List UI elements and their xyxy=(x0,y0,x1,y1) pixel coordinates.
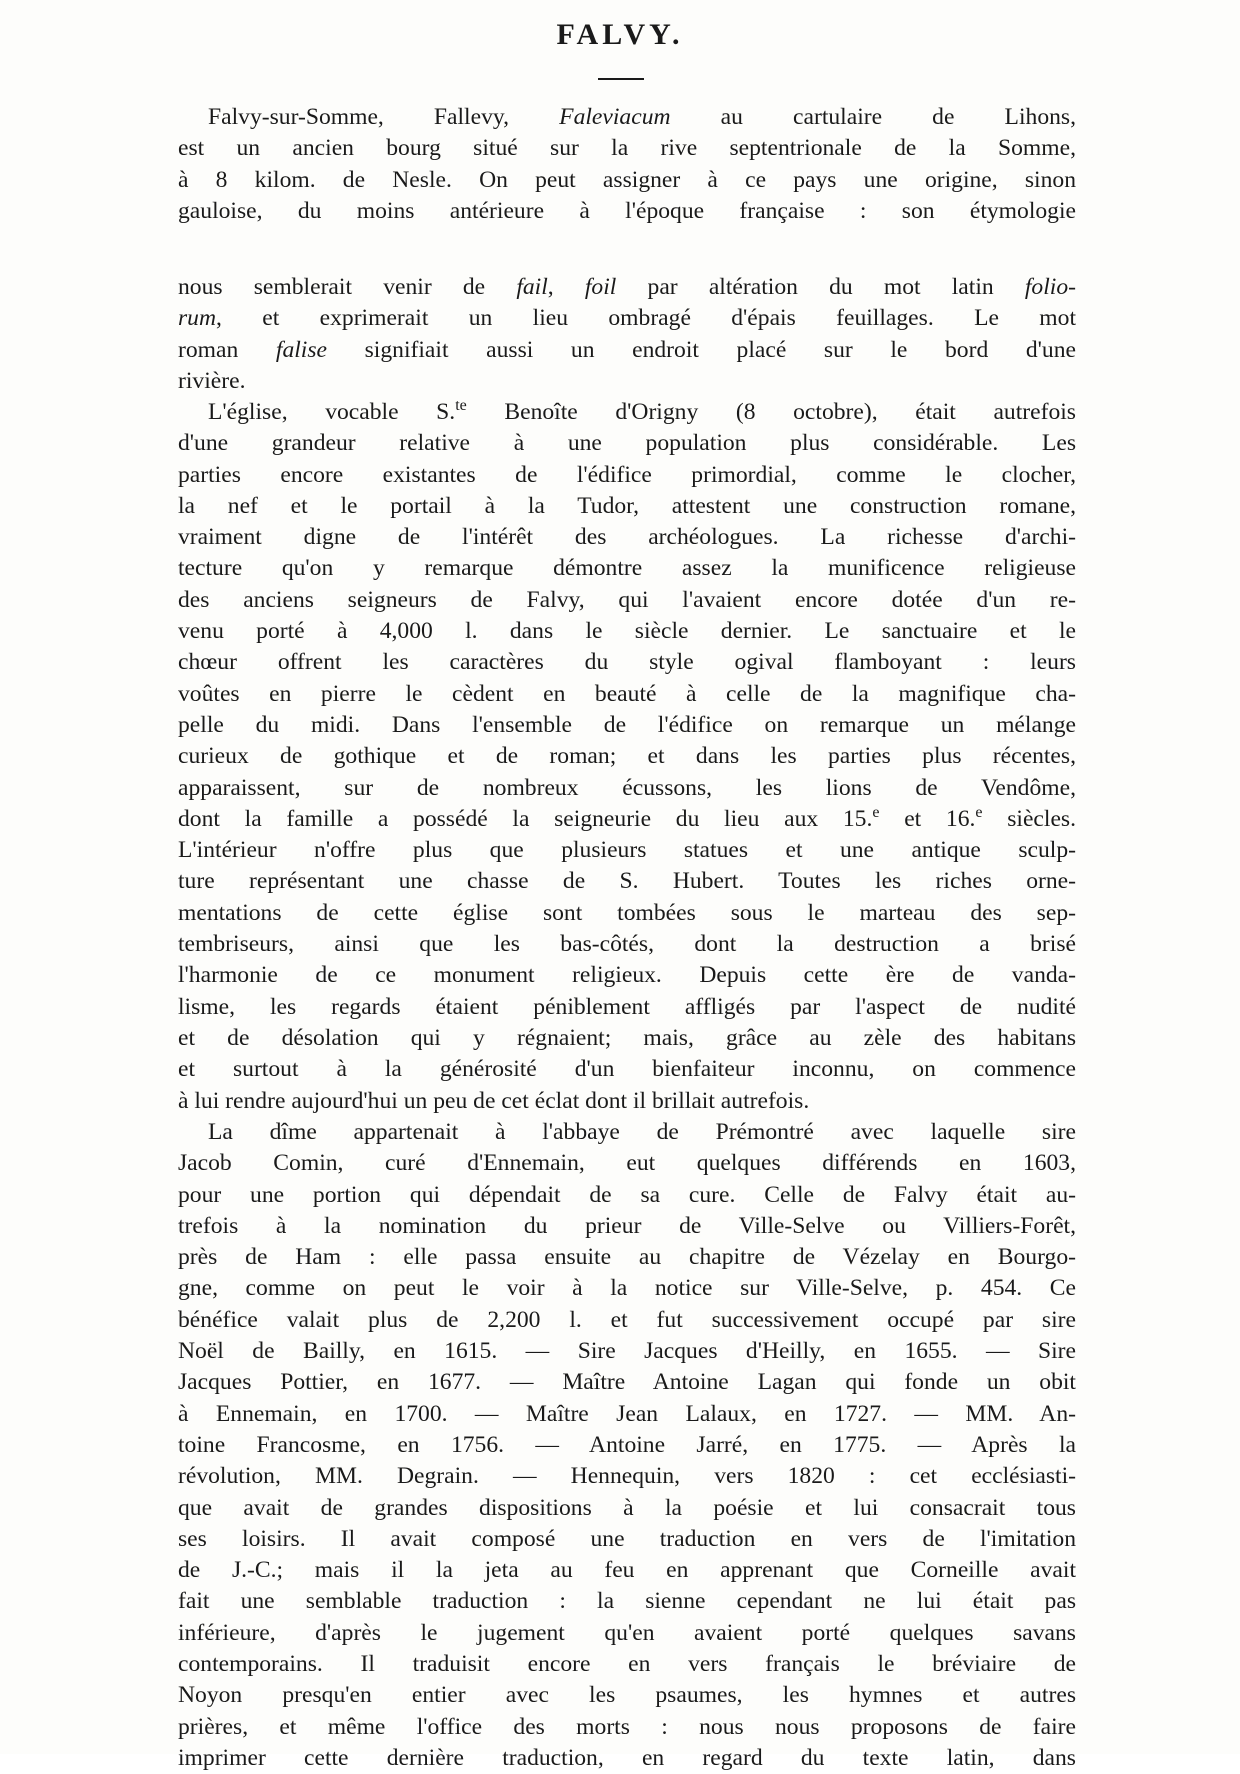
text-line: venu porté à 4,000 l. dans le siècle dernier. Le sanctuaire et le xyxy=(178,618,1076,645)
text-line: rivière. xyxy=(178,367,246,394)
text-line: Noyon presqu'en entier avec les psaumes, les hymnes et autres xyxy=(178,1682,1076,1709)
text-line: tecture qu'on y remarque démontre assez la munificence religieuse xyxy=(178,555,1076,582)
text-line: La dîme appartenait à l'abbaye de Prémontré avec laquelle sire xyxy=(208,1119,1076,1145)
text-line: trefois à la nomination du prieur de Ville-Selve ou Villiers-Forêt, xyxy=(178,1212,1076,1239)
text-line: bénéfice valait plus de 2,200 l. et fut successivement occupé par sire xyxy=(178,1306,1076,1333)
text-line: contemporains. Il traduisit encore en vers français le bréviaire de xyxy=(178,1651,1076,1678)
page-title: FALVY. xyxy=(556,18,684,51)
text-line: Jacob Comin, curé d'Ennemain, eut quelques différends en 1603, xyxy=(178,1150,1076,1177)
text-line: chœur offrent les caractères du style ogival flamboyant : leurs xyxy=(178,649,1076,676)
text-line: Jacques Pottier, en 1677. — Maître Antoine Lagan qui fonde un obit xyxy=(178,1369,1076,1396)
title-divider xyxy=(598,78,644,80)
text-line: roman falise signifiait aussi un endroit placé sur le bord d'une xyxy=(178,336,1076,363)
text-line: fait une semblable traduction : la sienne cependant ne lui était pas xyxy=(178,1588,1076,1615)
text-line: L'intérieur n'offre plus que plusieurs statues et une antique sculp- xyxy=(178,837,1076,864)
text-line: inférieure, d'après le jugement qu'en avaient porté quelques savans xyxy=(178,1619,1076,1646)
text-line: ses loisirs. Il avait composé une traduction en vers de l'imitation xyxy=(178,1525,1076,1552)
text-line: et de désolation qui y régnaient; mais, grâce au zèle des habitans xyxy=(178,1024,1076,1051)
text-line: ture représentant une chasse de S. Hubert. Toutes les riches orne- xyxy=(178,868,1076,895)
text-line: dont la famille a possédé la seigneurie du lieu aux 15.$^e$ et 16.$^e$ siècles. xyxy=(178,804,1077,832)
text-line: des anciens seigneurs de Falvy, qui l'avaient encore dotée d'un re- xyxy=(178,586,1076,613)
text-line: voûtes en pierre le cèdent en beauté à celle de la magnifique cha- xyxy=(178,680,1076,707)
text-line: Falvy-sur-Somme, Fallevy, Faleviacum au cartulaire de Lihons, xyxy=(208,104,1076,130)
text-line: à lui rendre aujourd'hui un peu de cet éclat dont il brillait autrefois. xyxy=(178,1087,810,1114)
text-line: à 8 kilom. de Nesle. On peut assigner à ce pays une origine, sinon xyxy=(178,166,1076,193)
text-line: L'église, vocable S.$^{te}$ Benoîte d'Origny (8 octobre), était autrefois xyxy=(208,397,1076,425)
text-line: pour une portion qui dépendait de sa cure. Celle de Falvy était au- xyxy=(178,1181,1076,1208)
text-line: nous semblerait venir de fail, foil par altération du mot latin folio- xyxy=(178,274,1076,300)
text-line: Noël de Bailly, en 1615. — Sire Jacques d'Heilly, en 1655. — Sire xyxy=(178,1338,1076,1365)
text-line: mentations de cette église sont tombées sous le marteau des sep- xyxy=(178,899,1076,926)
text-line: apparaissent, sur de nombreux écussons, les lions de Vendôme, xyxy=(178,774,1076,801)
text-line: la nef et le portail à la Tudor, attestent une construction romane, xyxy=(178,492,1076,519)
paragraph-intro xyxy=(178,102,1076,227)
text-line: toine Francosme, en 1756. — Antoine Jarré, en 1775. — Après la xyxy=(178,1431,1076,1458)
text-line: gauloise, du moins antérieure à l'époque française : son étymologie xyxy=(178,197,1076,224)
text-line: rum, et exprimerait un lieu ombragé d'épais feuillages. Le mot xyxy=(178,305,1076,332)
text-line: l'harmonie de ce monument religieux. Depuis cette ère de vanda- xyxy=(178,962,1076,989)
text-line: curieux de gothique et de roman; et dans les parties plus récentes, xyxy=(178,743,1076,770)
text-line: à Ennemain, en 1700. — Maître Jean Lalaux, en 1727. — MM. An- xyxy=(178,1400,1076,1427)
text-line: lisme, les regards étaient péniblement affligés par l'aspect de nudité xyxy=(178,993,1076,1020)
paragraph-tithe xyxy=(178,1117,1076,1774)
text-line: près de Ham : elle passa ensuite au chapitre de Vézelay en Bourgo- xyxy=(178,1244,1076,1271)
text-line: et surtout à la générosité d'un bienfaiteur inconnu, on commence xyxy=(178,1056,1076,1083)
text-line: révolution, MM. Degrain. — Hennequin, vers 1820 : cet ecclésiasti- xyxy=(178,1463,1076,1490)
paragraph-church xyxy=(178,397,1076,1117)
text-line: prières, et même l'office des morts : nous nous proposons de faire xyxy=(178,1713,1076,1740)
text-line: gne, comme on peut le voir à la notice sur Ville-Selve, p. 454. Ce xyxy=(178,1275,1076,1302)
text-line: tembriseurs, ainsi que les bas-côtés, dont la destruction a brisé xyxy=(178,931,1076,958)
paragraph-etymology xyxy=(178,272,1076,397)
text-line: parties encore existantes de l'édifice primordial, comme le clocher, xyxy=(178,461,1076,488)
text-line: d'une grandeur relative à une population plus considérable. Les xyxy=(178,430,1076,457)
text-line: pelle du midi. Dans l'ensemble de l'édifice on remarque un mélange xyxy=(178,711,1076,738)
text-line: vraiment digne de l'intérêt des archéologues. La richesse d'archi- xyxy=(178,524,1076,551)
text-line: imprimer cette dernière traduction, en regard du texte latin, dans xyxy=(178,1744,1076,1771)
text-line: est un ancien bourg situé sur la rive septentrionale de la Somme, xyxy=(178,135,1076,162)
text-line: que avait de grandes dispositions à la poésie et lui consacrait tous xyxy=(178,1494,1076,1521)
text-line: de J.-C.; mais il la jeta au feu en apprenant que Corneille avait xyxy=(178,1557,1076,1584)
